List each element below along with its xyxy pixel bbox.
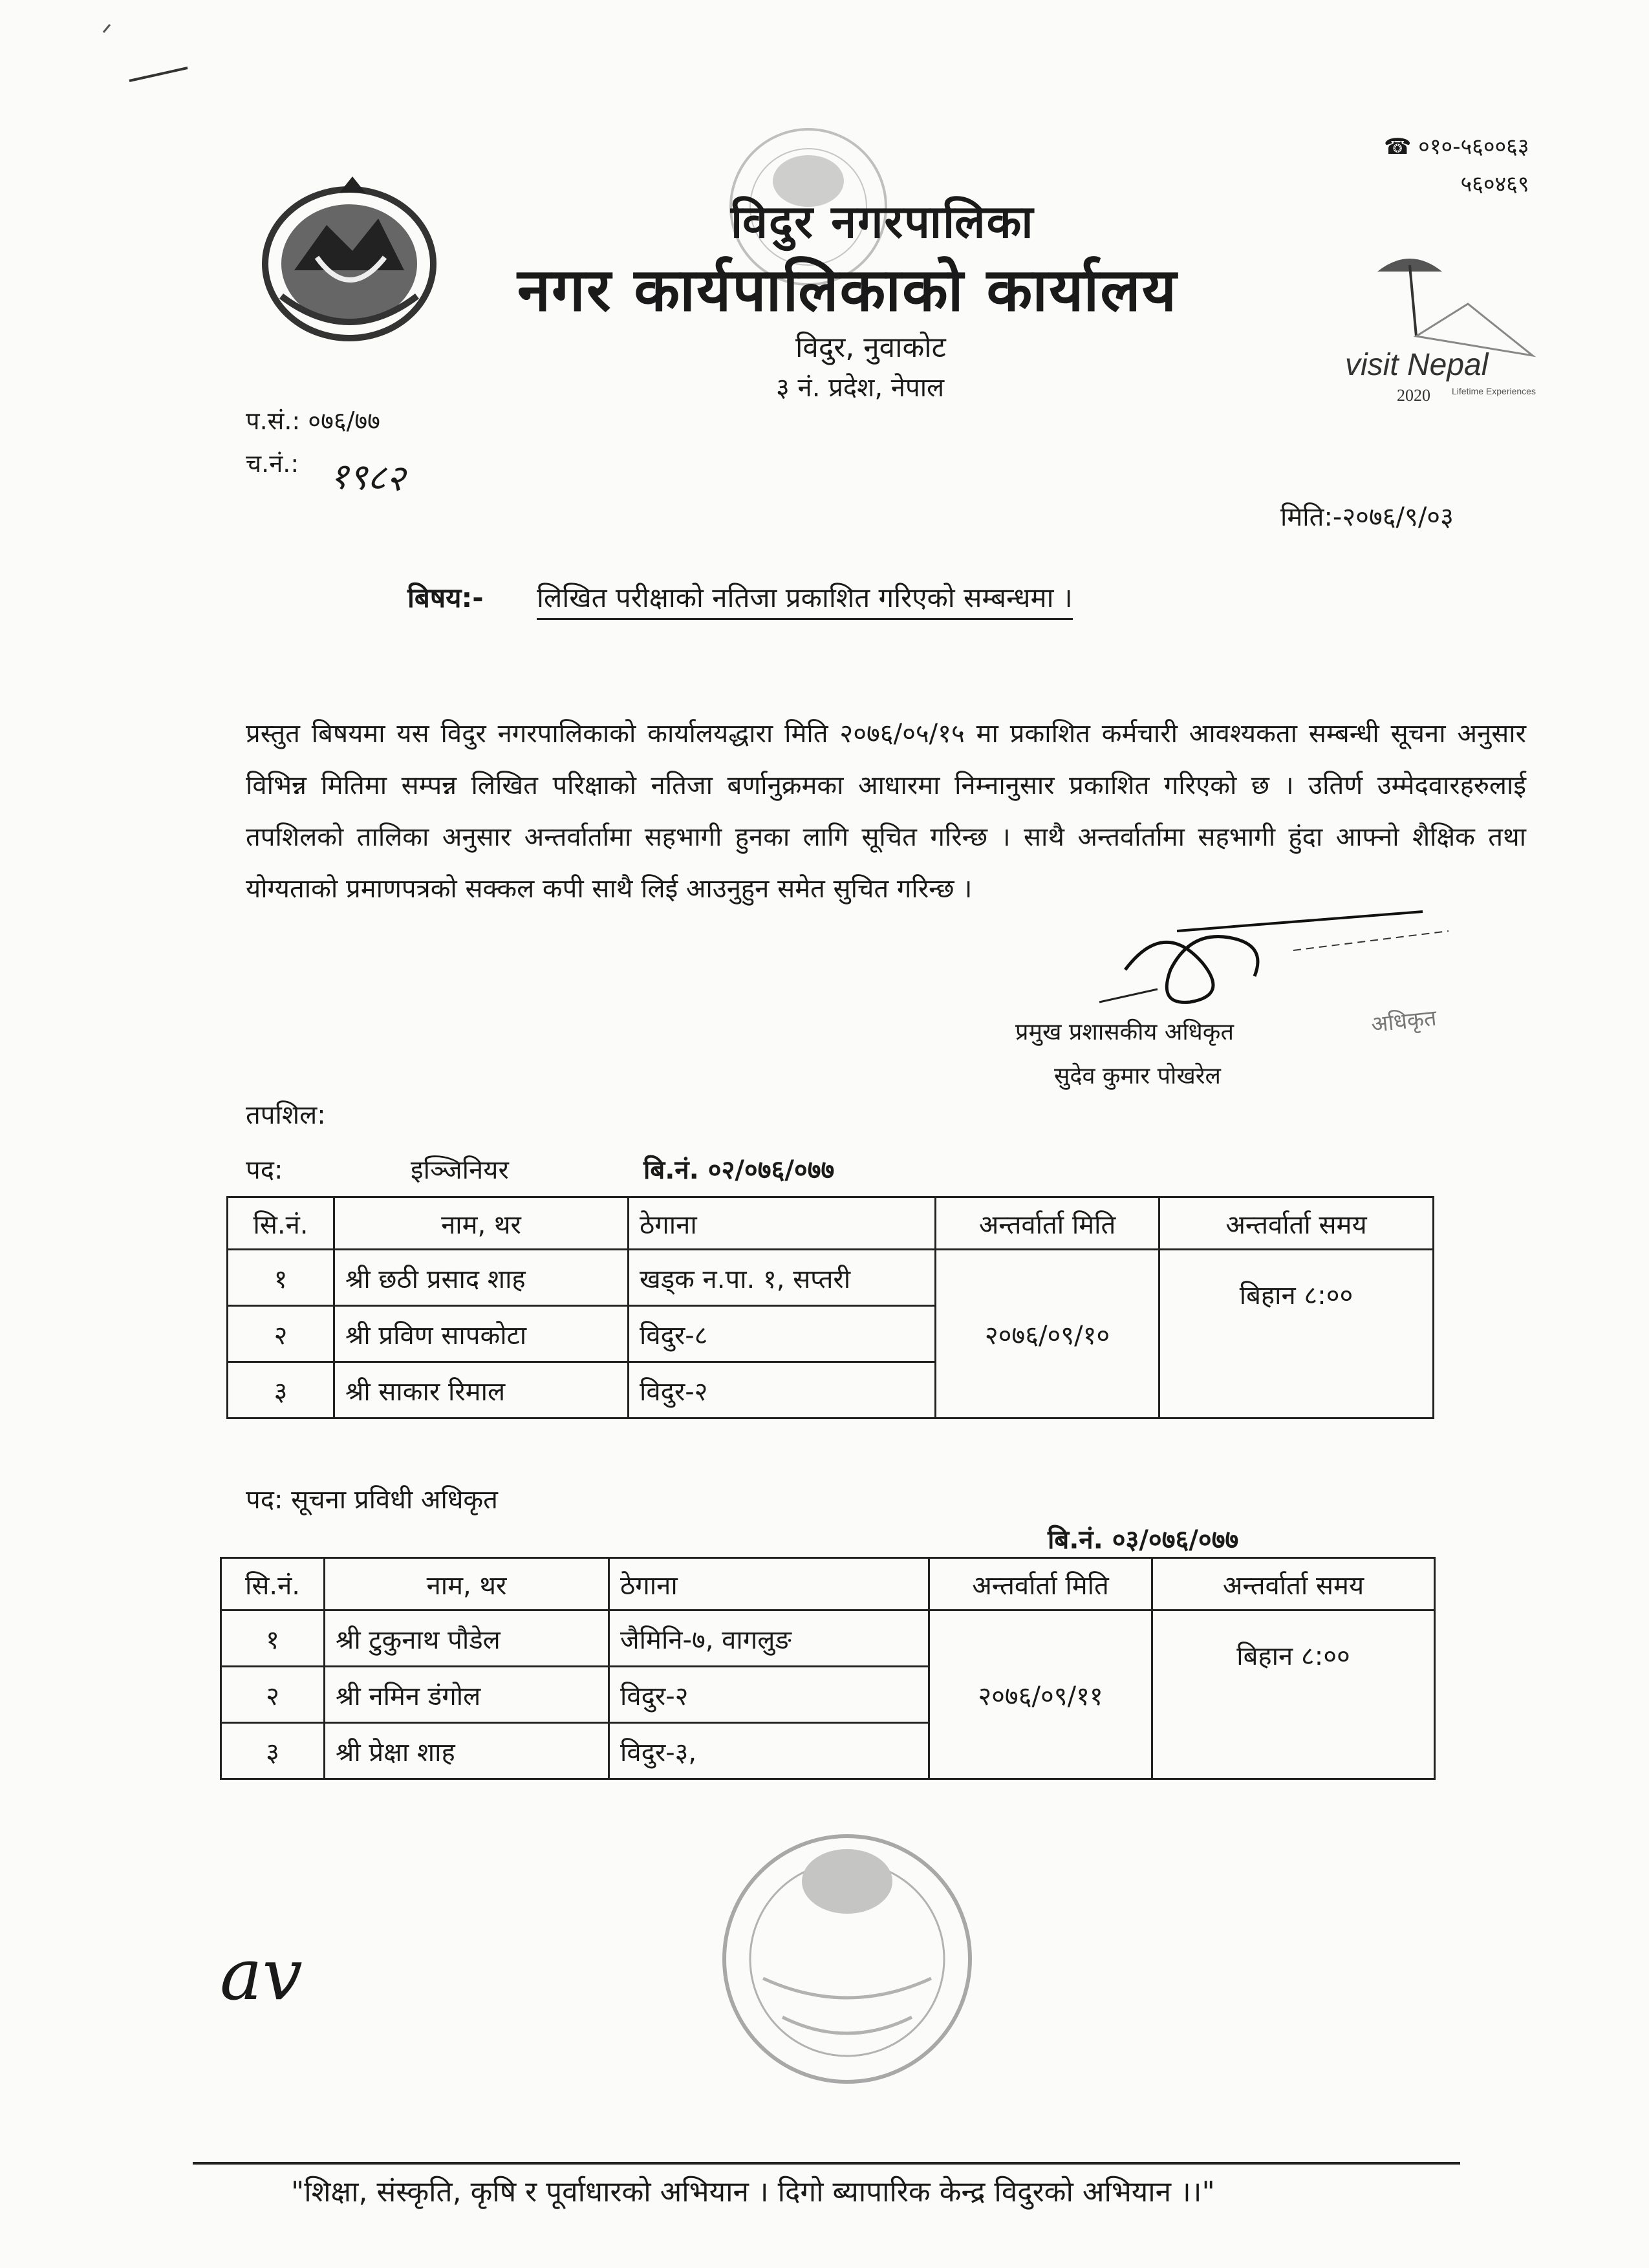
interview-schedule-table [226,1196,1434,1419]
advertisement-number: बि.नं. ०३/०७६/०७७ [1048,1525,1239,1555]
column-header: सि.नं. [228,1197,334,1250]
column-header: अन्तर्वार्ता मिति [936,1197,1159,1250]
name-cell: श्री टुकुनाथ पौडेल [325,1610,609,1667]
signature [1061,892,1461,1022]
post-label: पद: सूचना प्रविधी अधिकृत [246,1485,498,1515]
office-province: ३ नं. प्रदेश, नेपाल [776,373,945,403]
interview-date-cell: २०७६/०९/११ [929,1610,1152,1779]
phone-numbers [1384,128,1529,203]
table-row [228,1250,1434,1306]
schedule-label: तपशिल: [246,1100,326,1130]
table-row [221,1610,1435,1667]
serial-cell: ३ [221,1723,325,1779]
dispatch-number: १९८२ [329,455,406,500]
subject-text: लिखित परीक्षाको नतिजा प्रकाशित गरिएको सम्बन्धमा । [537,579,1073,620]
address-cell: जैमिनि-७, वागलुङ [609,1610,929,1667]
phone-number: ५६०४६९ [1460,171,1529,197]
interview-schedule-table [220,1557,1436,1780]
column-header: ठेगाना [609,1558,929,1610]
address-cell: विदुर-२ [609,1667,929,1723]
logo-tagline: Lifetime Experiences [1452,386,1536,396]
serial-cell: ३ [228,1362,334,1418]
name-cell: श्री प्रविण सापकोटा [334,1306,629,1362]
address-cell: विदुर-२ [629,1362,936,1418]
interview-date-cell: २०७६/०९/१० [936,1250,1159,1418]
letter-date: मिति:-२०७६/९/०३ [1280,502,1454,532]
column-header: अन्तर्वार्ता समय [1152,1558,1435,1610]
stamp-text: अधिकृत [1370,1005,1438,1038]
visit-nepal-logo [1339,246,1552,414]
address-cell: खड्क न.पा. १, सप्तरी [629,1250,936,1306]
name-cell: श्री प्रेक्षा शाह [325,1723,609,1779]
serial-cell: १ [221,1610,325,1667]
address-cell: विदुर-३, [609,1723,929,1779]
column-header: नाम, थर [325,1558,609,1610]
name-cell: श्री छठी प्रसाद शाह [334,1250,629,1306]
logo-text: visit Nepal [1345,348,1489,382]
letter-body: प्रस्तुत बिषयमा यस विदुर नगरपालिकाको कार्यालयद्धारा मिति २०७६/०५/१५ मा प्रकाशित कर्मचारी आवश्यकता सम्बन्धी सूचना अनुसार विभिन्न मितिमा सम्पन्न लिखित परिक्षाको नतिजा बर्णानुक्रमका आधारमा निम्नानुसार प्रकाशित गरिएको छ । उतिर्ण उम्मेदवारहरुलाई तपशिलको तालिका अनुसार अन्तर्वार्तामा सहभागी हुनका लागि सूचित गरिन्छ । साथै अन्तर्वार्तामा सहभागी हुंदा आफ्नो शैक्षिक तथा योग्यताको प्रमाणपत्रको सक्कल कपी साथै लिई आउनुहुन समेत सुचित गरिन्छ । [246,719,1526,904]
name-cell: श्री साकार रिमाल [334,1362,629,1418]
column-header: सि.नं. [221,1558,325,1610]
table-header-row [221,1558,1435,1610]
footer-divider [193,2162,1460,2165]
post-label: पद: [246,1155,283,1185]
column-header: अन्तर्वार्ता मिति [929,1558,1152,1610]
serial-cell: २ [228,1306,334,1362]
post-name: इञ्जिनियर [411,1155,509,1185]
name-cell: श्री नमिन डंगोल [325,1667,609,1723]
logo-year: 2020 [1397,386,1430,405]
subject-label: बिषय:- [407,582,484,614]
pen-marks [84,13,213,91]
nepal-emblem-icon [255,173,443,348]
signer-post: प्रमुख प्रशासकीय अधिकृत [1015,1019,1234,1045]
office-seal-stamp [685,1823,1009,2108]
interview-time-cell: बिहान ८:०० [1159,1250,1434,1418]
advertisement-number: बि.नं. ०२/०७६/०७७ [643,1155,835,1185]
interview-time-cell: बिहान ८:०० [1152,1610,1435,1779]
column-header: ठेगाना [629,1197,936,1250]
table-header-row [228,1197,1434,1250]
column-header: नाम, थर [334,1197,629,1250]
serial-cell: १ [228,1250,334,1306]
office-address: विदुर, नुवाकोट [795,331,946,364]
organization-name: विदुर नगरपालिका [731,195,1035,248]
reference-number: प.सं.: ०७६/७७ [246,407,380,435]
address-cell: विदुर-८ [629,1306,936,1362]
dispatch-label: च.नं.: [246,449,299,478]
column-header: अन्तर्वार्ता समय [1159,1197,1434,1250]
serial-cell: २ [221,1667,325,1723]
phone-number: ☎ ०१०-५६००६३ [1384,134,1529,160]
signer-name: सुदेव कुमार पोखरेल [1054,1063,1221,1089]
handwritten-initials: av [220,1933,303,2016]
footer-slogan: "शिक्षा, संस्कृति, कृषि र पूर्वाधारको अभियान । दिगो ब्यापारिक केन्द्र विदुरको अभियान ।।" [291,2176,1215,2209]
office-name: नगर कार्यपालिकाको कार्यालय [517,255,1178,325]
